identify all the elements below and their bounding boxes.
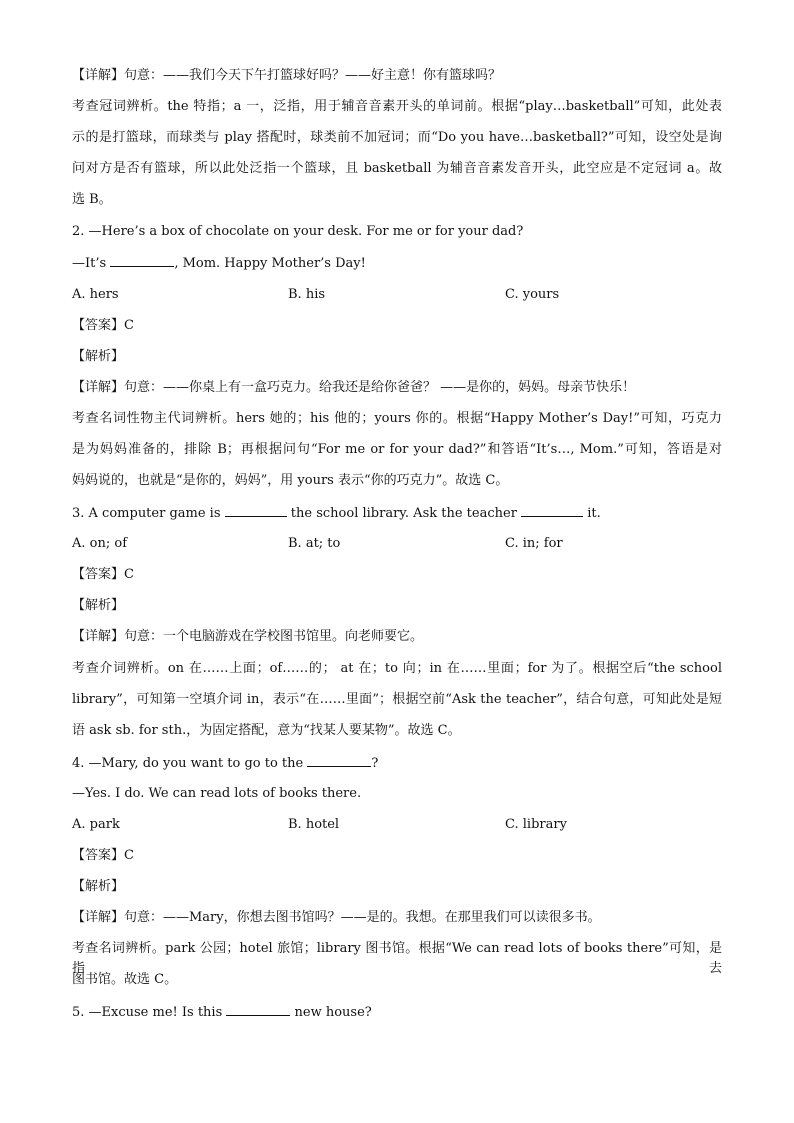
q3-blank-1 <box>225 503 287 517</box>
q3-blank-2 <box>521 503 583 517</box>
q1-analysis-line: 问对方是否有篮球，所以此处泛指一个篮球，且 basketball 为辅音音素发音开头，此空应是不定冠词 a。故 <box>72 161 722 176</box>
q1-analysis-line: 考查冠词辨析。the 特指；a 一，泛指，用于辅音音素开头的单词前。根据“play…basketball”可知，此处表 <box>72 99 722 114</box>
q2-parse-label: 【解析】 <box>72 349 125 364</box>
q4-stem-after: ? <box>371 756 379 771</box>
q1-detail: 【详解】句意：——我们今天下午打篮球好吗？——好主意！你有篮球吗？ <box>72 68 502 83</box>
q2-analysis-line: 妈妈说的，也就是“是你的，妈妈”，用 yours 表示“你的巧克力”。故选 C。 <box>72 473 509 488</box>
q3-option-b: B. at; to <box>288 536 341 551</box>
q2-answer-blank <box>110 253 174 267</box>
q5-stem <box>72 1002 722 1023</box>
q4-option-c: C. library <box>505 817 567 832</box>
q2-option-c: C. yours <box>505 287 560 302</box>
q4-reply: —Yes. I do. We can read lots of books there. <box>72 786 362 801</box>
q2-detail: 【详解】句意：——你桌上有一盒巧克力。给我还是给你爸爸？ ——是你的，妈妈。母亲节快乐！ <box>72 380 636 395</box>
q3-option-a: A. on; of <box>72 536 128 551</box>
q2-option-b: B. his <box>288 287 326 302</box>
q5-stem-after: new house? <box>294 1005 372 1020</box>
q3-stem-c: it. <box>587 506 601 521</box>
q3-stem-b: the school library. Ask the teacher <box>290 506 517 521</box>
q4-option-a: A. park <box>72 817 120 832</box>
q4-detail: 【详解】句意：——Mary，你想去图书馆吗？——是的。我想。在那里我们可以读很多书。 <box>72 910 601 925</box>
q3-analysis-line: library”，可知第一空填介词 in，表示“在……里面”；根据空前“Ask the teacher”，结合句意，可知此处是短 <box>72 692 722 707</box>
q2-reply <box>72 253 722 274</box>
q1-analysis-line: 选 B。 <box>72 192 112 207</box>
q4-analysis-line: 图书馆。故选 C。 <box>72 972 178 987</box>
q4-option-b: B. hotel <box>288 817 340 832</box>
q4-answer: 【答案】C <box>72 848 134 863</box>
q4-analysis-line: 考查名词辨析。park 公园；hotel 旅馆；library 图书馆。根据“We can read lots of books there”可知，是指去 <box>72 941 722 976</box>
q4-stem-before: 4. —Mary, do you want to go to the <box>72 756 304 771</box>
q4-stem <box>72 753 722 774</box>
q3-analysis-line: 语 ask sb. for sth.，为固定搭配，意为“找某人要某物”。故选 C。 <box>72 723 461 738</box>
q4-answer-blank <box>307 753 371 767</box>
q1-analysis-line: 示的是打篮球，而球类与 play 搭配时，球类前不加冠词；而“Do you have…basketball?”可知，设空处是询 <box>72 130 722 145</box>
q3-analysis-line: 考查介词辨析。on 在……上面；of……的； at 在；to 向；in 在……里面；for 为了。根据空后“the school <box>72 661 722 676</box>
q3-stem-a: 3. A computer game is <box>72 506 221 521</box>
q2-analysis-line: 考查名词性物主代词辨析。hers 她的；his 他的；yours 你的。根据“Happy Mother’s Day!”可知，巧克力 <box>72 411 722 426</box>
q3-parse-label: 【解析】 <box>72 598 125 613</box>
q3-answer: 【答案】C <box>72 567 134 582</box>
q2-reply-before: —It’s <box>72 256 107 271</box>
q3-stem <box>72 503 722 524</box>
q2-analysis-line: 是为妈妈准备的，排除 B；再根据问句“For me or for your dad?”和答语“It’s…, Mom.”可知，答语是对 <box>72 442 722 457</box>
q2-reply-after: , Mom. Happy Mother’s Day! <box>174 256 366 271</box>
q5-answer-blank <box>226 1002 290 1016</box>
q2-option-a: A. hers <box>72 287 119 302</box>
q4-parse-label: 【解析】 <box>72 879 125 894</box>
q3-detail: 【详解】句意：一个电脑游戏在学校图书馆里。向老师要它。 <box>72 629 424 644</box>
q2-answer: 【答案】C <box>72 318 134 333</box>
q5-stem-before: 5. —Excuse me! Is this <box>72 1005 223 1020</box>
q3-option-c: C. in; for <box>505 536 563 551</box>
q2-stem: 2. —Here’s a box of chocolate on your desk. For me or for your dad? <box>72 224 524 239</box>
